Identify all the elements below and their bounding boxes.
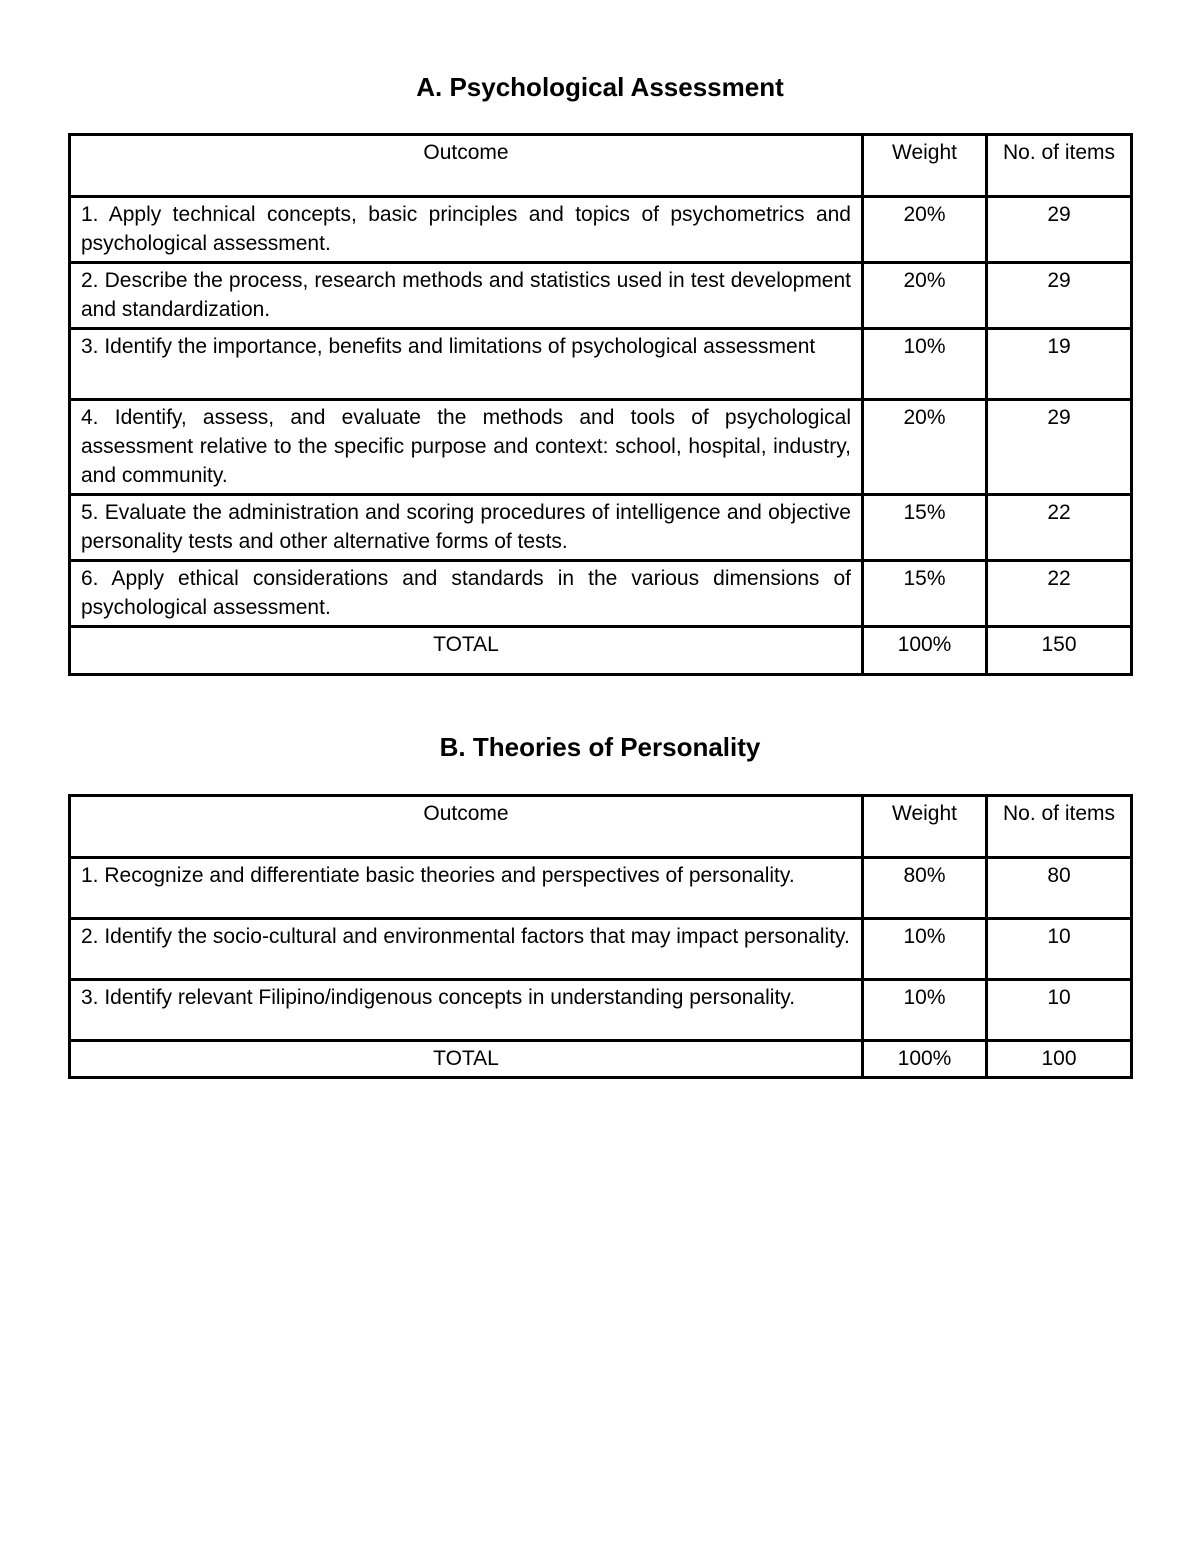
table-row (70, 561, 1132, 627)
outcome-header: Outcome (70, 796, 863, 858)
outcome-cell: 2. Identify the socio-cultural and environmental factors that may impact personality. (70, 919, 863, 980)
weight-cell: 80% (863, 858, 987, 919)
outcome-cell: 1. Apply technical concepts, basic principles and topics of psychometrics and psychological assessment. (70, 197, 863, 263)
items-cell: 29 (987, 400, 1132, 495)
table-row (70, 919, 1132, 980)
weight-cell: 15% (863, 561, 987, 627)
total-items: 100 (987, 1041, 1132, 1078)
outcome-header: Outcome (70, 135, 863, 197)
outcome-cell: 3. Identify the importance, benefits and limitations of psychological assessment (70, 329, 863, 400)
items-cell: 29 (987, 197, 1132, 263)
weight-cell: 10% (863, 329, 987, 400)
total-weight: 100% (863, 627, 987, 675)
total-row (70, 1041, 1132, 1078)
psychological-assessment-table (68, 133, 1133, 676)
table-row (70, 495, 1132, 561)
items-cell: 10 (987, 919, 1132, 980)
weight-header: Weight (863, 135, 987, 197)
section-b-title: B. Theories of Personality (439, 732, 761, 762)
table-row (70, 329, 1132, 400)
items-cell: 22 (987, 495, 1132, 561)
weight-cell: 10% (863, 980, 987, 1041)
table-row (70, 263, 1132, 329)
table-row (70, 980, 1132, 1041)
total-label: TOTAL (70, 1041, 863, 1078)
items-cell: 29 (987, 263, 1132, 329)
items-cell: 80 (987, 858, 1132, 919)
table-header-row (70, 796, 1132, 858)
theories-of-personality-table (68, 794, 1133, 1079)
total-row (70, 627, 1132, 675)
section-a-title: A. Psychological Assessment (416, 72, 784, 102)
total-weight: 100% (863, 1041, 987, 1078)
items-cell: 22 (987, 561, 1132, 627)
weight-cell: 20% (863, 263, 987, 329)
outcome-cell: 5. Evaluate the administration and scoring procedures of intelligence and objective personality tests and other alternative forms of tests. (70, 495, 863, 561)
items-header: No. of items (987, 796, 1132, 858)
outcome-cell: 4. Identify, assess, and evaluate the methods and tools of psychological assessment relative to the specific purpose and context: school, hospital, industry, and community. (70, 400, 863, 495)
table-row (70, 400, 1132, 495)
table-row (70, 858, 1132, 919)
total-label: TOTAL (70, 627, 863, 675)
items-cell: 19 (987, 329, 1132, 400)
items-header: No. of items (987, 135, 1132, 197)
weight-header: Weight (863, 796, 987, 858)
weight-cell: 10% (863, 919, 987, 980)
table-header-row (70, 135, 1132, 197)
weight-cell: 20% (863, 400, 987, 495)
items-cell: 10 (987, 980, 1132, 1041)
total-items: 150 (987, 627, 1132, 675)
weight-cell: 15% (863, 495, 987, 561)
table-row (70, 197, 1132, 263)
weight-cell: 20% (863, 197, 987, 263)
outcome-cell: 3. Identify relevant Filipino/indigenous concepts in understanding personality. (70, 980, 863, 1041)
outcome-cell: 6. Apply ethical considerations and standards in the various dimensions of psychological assessment. (70, 561, 863, 627)
outcome-cell: 2. Describe the process, research methods and statistics used in test development and standardization. (70, 263, 863, 329)
outcome-cell: 1. Recognize and differentiate basic theories and perspectives of personality. (70, 858, 863, 919)
